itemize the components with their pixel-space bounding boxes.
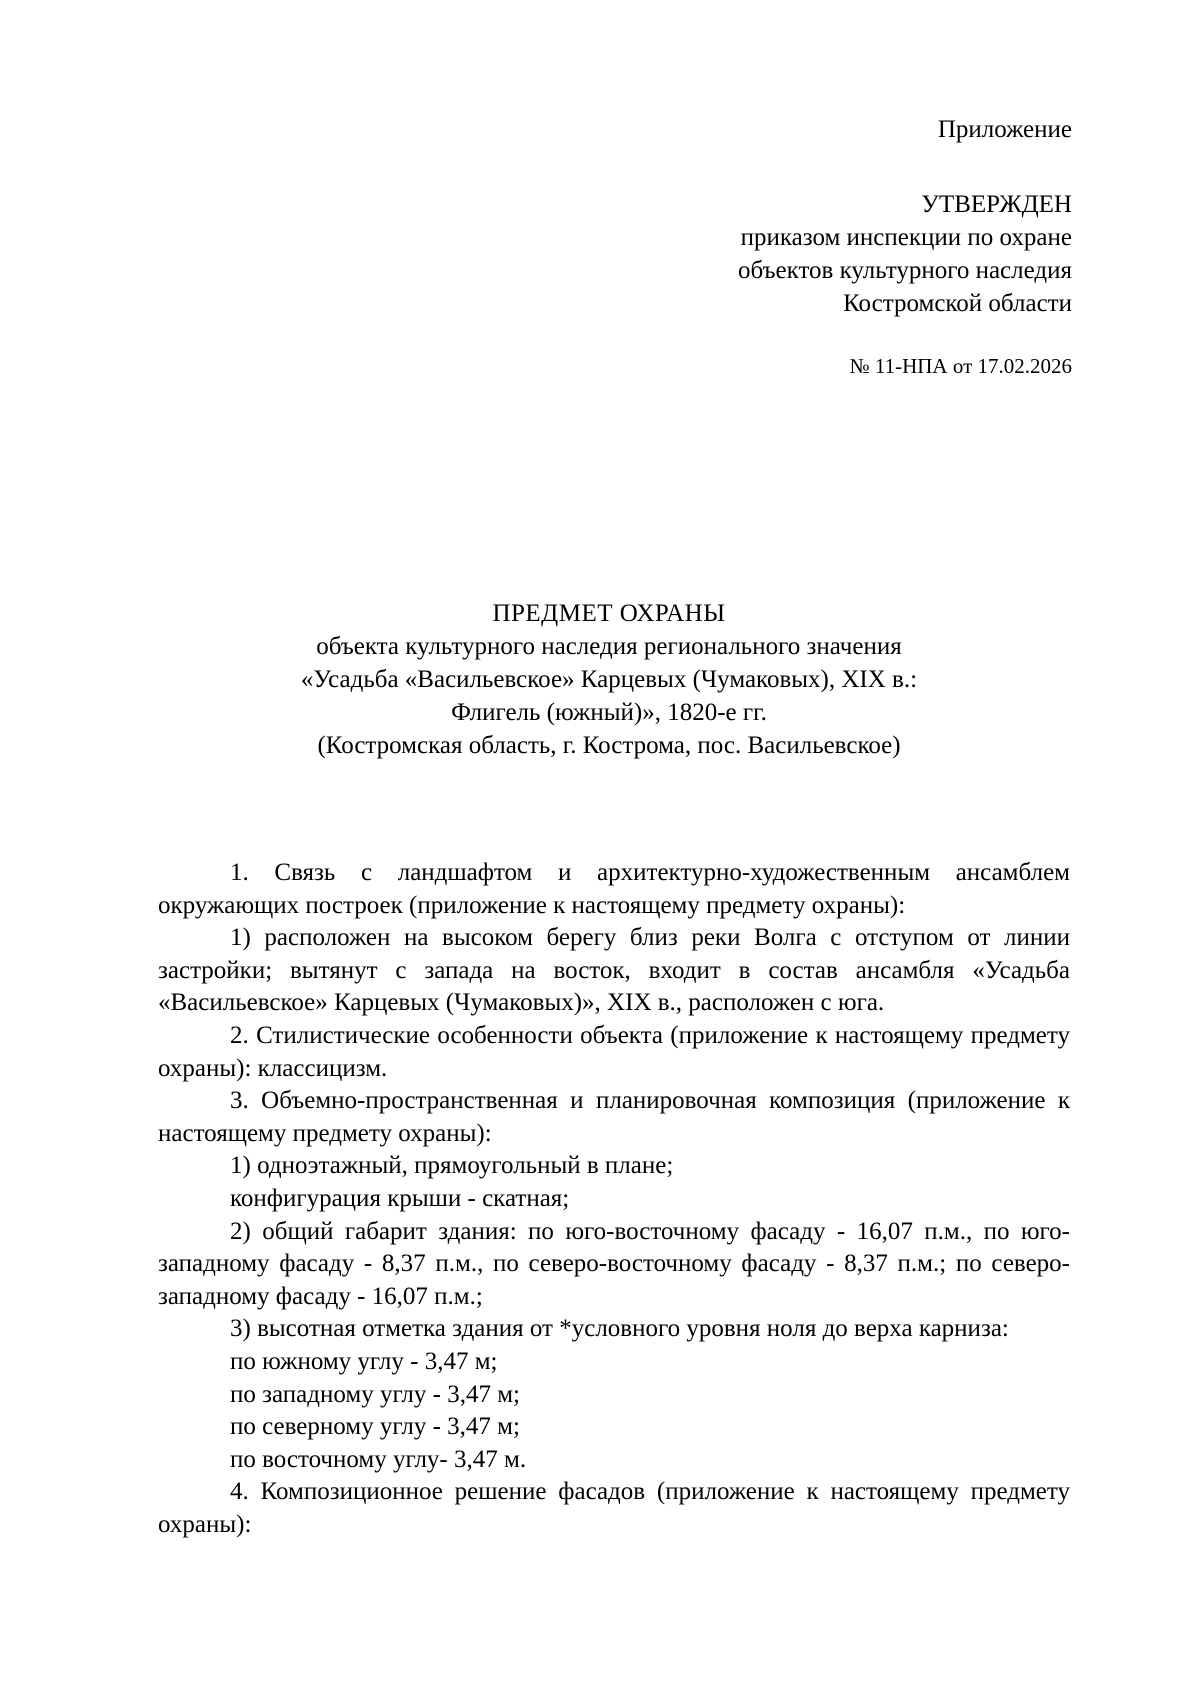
title-line: (Костромская область, г. Кострома, пос. Васильевское): [317, 732, 901, 759]
paragraph-3-item-3: 3) высотная отметка здания от *условного уровня ноля до верха карниза:: [230, 1315, 1009, 1343]
document-body: [158, 857, 1070, 1541]
paragraph-4: 4. Композиционное решение фасадов (приложение к настоящему предмету охраны):: [158, 1478, 1070, 1538]
paragraph-2: 2. Стилистические особенности объекта (приложение к настоящему предмету охраны): классицизм.: [158, 1021, 1070, 1082]
height-mark-north: по северному углу - 3,47 м;: [230, 1413, 520, 1441]
height-mark-west: по западному углу - 3,47 м;: [230, 1380, 520, 1408]
paragraph-3-item-2: 2) общий габарит здания: по юго-восточному фасаду - 16,07 п.м., по юго-западному фасаду - 8,37 п.м., по северо-восточному фасаду - 8,37 п.м.; по северо-западному фасаду - 16,07 п.м.;: [158, 1217, 1070, 1310]
title-line: объекта культурного наследия регионального значения: [316, 633, 902, 660]
approval-stamp-block: [738, 188, 1072, 320]
paragraph-1: 1. Связь с ландшафтом и архитектурно-художественным ансамблем окружающих построек (приложение к настоящему предмету охраны):: [158, 859, 1070, 919]
document-title: ПРЕДМЕТ ОХРАНЫ: [492, 600, 726, 627]
approved-line: Костромской области: [843, 290, 1072, 317]
paragraph-3: 3. Объемно-пространственная и планировочная композиция (приложение к настоящему предмету охраны):: [158, 1087, 1070, 1147]
document-title-block: [150, 597, 1068, 762]
appendix-label: Приложение: [937, 116, 1072, 143]
title-line: Флигель (южный)», 1820-е гг.: [451, 699, 767, 726]
approved-heading: УТВЕРЖДЕН: [921, 191, 1072, 218]
title-line: «Усадьба «Васильевское» Карцевых (Чумаковых), XIX в.:: [300, 666, 918, 693]
approved-line: приказом инспекции по охране: [740, 224, 1072, 251]
height-mark-east: по восточному углу- 3,47 м.: [230, 1445, 527, 1473]
paragraph-3-item-1-roof: конфигурация крыши - скатная;: [230, 1184, 570, 1212]
approved-line: объектов культурного наследия: [738, 257, 1072, 284]
paragraph-1-item-1: 1) расположен на высоком берегу близ реки Волга с отступом от линии застройки; вытянут с запада на восток, входит в состав ансамбля «Усадьба «Васильевское» Карцевых (Чумаковых)», XIX в., расположен с юга.: [158, 924, 1070, 1017]
order-number: № 11-НПА от 17.02.2026: [849, 354, 1072, 378]
height-mark-south: по южному углу - 3,47 м;: [230, 1347, 498, 1375]
paragraph-3-item-1: 1) одноэтажный, прямоугольный в плане;: [230, 1152, 674, 1180]
